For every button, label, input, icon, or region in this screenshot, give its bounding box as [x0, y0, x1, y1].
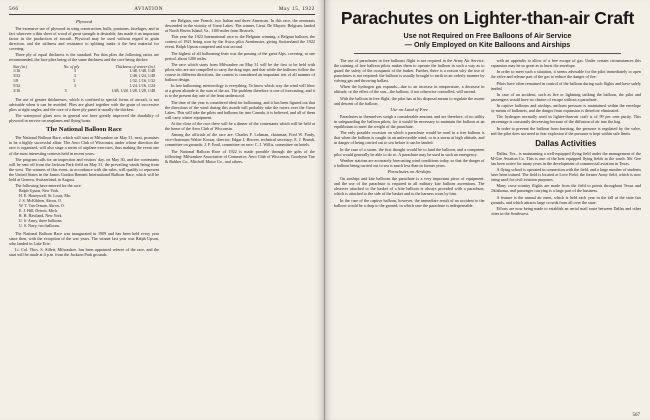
ply-header-thickness: Thickness of veneer (in.) [115, 63, 155, 69]
paragraph: The following have entered for the race: [15, 183, 82, 189]
ply-cell: 1/48, 1/28, 1/28, 1/28, 1/48 [111, 88, 155, 94]
paragraph: The extensive use of plywood in wing construction, hulls, pontoons, fuselages, and in fact wherever a thin sheet of wood of great strength is desirable, has made it an important factor in the production of aircraft. Plywood may be used without regard to grain direction, and the stiffness and resistance to splitting make it the best material for covering. [9, 26, 159, 52]
paragraph: In free ballooning, meteorology is everything. To know which way the wind will blow at a given altitude is the sum of the art. The problem therefore is one of forecasting, and it is to the present day one of the least understood. [165, 83, 315, 99]
running-title: AVIATION [134, 6, 164, 12]
paragraph: Pilots have often remained in control of the balloon during such flights and have safely landed. [490, 80, 641, 91]
paragraph: When the hydrogen gas expands—due to an increase in temperature, a decrease in altitude, or the effect of the sun—the balloon, if not otherwise controlled, will ascend. [334, 84, 485, 95]
paragraph: In order to meet such a situation, it seems advisable for the pilot immediately to open the valve and release part of the gas to reduce the danger of fire. [490, 69, 641, 80]
paragraph: Lt. Col. Thos. S. Sillett, Milwaukee, has been appointed referee of the race, and the start will be made at 4 p.m. from the Jackson Park grounds. [9, 247, 159, 258]
dallas-heading: Dallas Activities [535, 138, 597, 148]
ply-cell: 3/32 [13, 73, 21, 79]
left-column-2 [165, 18, 315, 410]
paragraph: The National Balloon Race was inaugurated in 1909 and has been held every year since then, with the exception of the war years. The winner last year was Ralph Upson, who landed in Lake Erie. [9, 231, 159, 247]
paragraph: Parachutes in themselves weigh a considerable amount, and are therefore, of no utility in safeguarding the balloon pilots, for it would be necessary to maintain the balloon at an equilibrium to meet the weight of the parachute. [334, 113, 485, 130]
paragraph: A flying school is operated in connection with the field, and a large number of students have been trained. The field is located at Love Field, the former Army field, which is now being used for civil aviation purposes. [490, 167, 641, 183]
paragraph: On airships and kite balloons the parachute is a very important piece of equipment, and the use of the parachute is required in all military kite balloon ascensions. The observer attached to the basket of a kite balloon is always provided with a parachute, which is attached to the side of the basket and to the harness worn by him. [334, 176, 485, 197]
issue-date: May 15, 1922 [278, 6, 315, 12]
ply-cell: 3 [73, 68, 76, 74]
paragraph: In captive balloons and airships, uniform pressure is maintained within the envelope by means of ballonets, and the danger from expansion is therefore eliminated. [490, 103, 641, 114]
entrant-list [9, 189, 159, 229]
paragraph: ner Belgian, one French, two Italian and three American. In this race, the aeronauts descended in the vicinity of Great Lakes. The winner, Lieut. De Muyter, Belgium, landed at North Haven Island, Va., 1100 miles from Brussels. [165, 18, 315, 34]
use-on-land-heading: Use on Land of Free [390, 106, 429, 112]
ply-cell: 1/32, 1/16, 1/32 [129, 78, 155, 84]
paragraph: Dallas, Tex., is maintaining a well-equipped flying field under the management of the M-Gee Aviation Co. This is one of the best equipped flying fields in the south. Mr. Gee has been active for many years in the development of commercial aviation in Texas. [490, 150, 641, 166]
ply-cell: 1/48, 1/48, 1/48 [129, 68, 155, 74]
airships-heading: Parachutes on Airships [387, 169, 431, 175]
paragraph: The only possible occasion on which a parachute would be used in a free balloon is that when the balloon is caught in an unfavorable wind, or in a storm at high altitude, and in danger of being carried out to sea before it can be landed. [334, 130, 485, 146]
entrant-item: Ralph Upson, New York. [19, 188, 60, 194]
paragraph: With the balloon in free flight, the pilot has at his disposal means to regulate the ascent and descent of the balloon. [334, 95, 485, 106]
paragraph: A feature is the annual air meet, which is held each year in the fall at the state fair grounds, and which attracts large crowds from all over the state. [490, 194, 641, 205]
paragraph: Efforts are now being made to establish an aerial mail route between Dallas and other cities in the Southwest. [490, 206, 641, 217]
article-subtitle-line-1: Use not Required on Free Balloons of Air Service [403, 31, 572, 40]
paragraph: with an appendix to allow of a free escape of gas. Under certain circumstances this expansion may be so great as to burst the envelope. [490, 58, 641, 69]
paragraph: The program calls for an inspection and visitors' day, on May 30, and the contestants will be sent off from the Jackson Park field on May 31, the prevailing winds being from the west. The winners of this event, in accordance with the rules, will qualify to represent the United States in the James Gordon Bennett International Balloon Race, which will be held at Geneva, Switzerland, in August. [9, 156, 159, 182]
paragraph: The waterproof glues now in general use have greatly improved the durability of plywood in service on seaplanes and flying boats. [9, 113, 159, 124]
right-columns [334, 58, 641, 398]
balloon-race-heading: The National Balloon Race [46, 126, 122, 134]
paragraph: At the close of the race there will be a dinner of the contestants which will be held at the home of the Aero Club of Wisconsin. [165, 121, 315, 132]
ply-cell: 1/48, 1/24, 1/48 [129, 73, 155, 79]
right-column-1 [334, 58, 485, 398]
paragraph: Weather stations are accurately forecasting wind conditions today, so that the danger of a balloon being carried out to sea is much less than in former years. [334, 157, 485, 168]
running-header [9, 6, 315, 15]
paragraph: This year the 1922 International race to the Belgium winning, a Belgian balloon, the contest of 1921 being won by the Swiss pilot Armbruster, giving Switzerland the 1922 event. Ralph Upson competed and was second. [165, 34, 315, 50]
right-page [325, 0, 650, 420]
left-column-1 [9, 18, 159, 410]
title-rule [354, 53, 621, 54]
ply-cell: 5/32 [13, 83, 21, 89]
paragraph: The use of parachutes in free balloons flight is not required in the Army Air Service, the training of free balloon pilots makes them to operate the balloon in such a way as to guard the safety of the occupants of the basket. Further, there is a reason why the use of parachutes is not required: the balloon is usually brought to earth in an orderly manner by valving gas and throwing ballast. [334, 58, 485, 84]
left-columns [9, 18, 315, 410]
paragraph: In the case of the captive balloon, however, the immediate result of an accident to the balloon would be a drop to the ground, in which case the parachute is indispensable. [334, 197, 485, 208]
paragraph: The National Balloon Race, which will start at Milwaukee on May 31, next, promises to be a highly successful affair. The Aero Club of Wisconsin, under whose direction the race is organized, will also stage a series of airplane exercises, thus making the event one of the most interesting contests held in recent years. [9, 135, 159, 156]
page-number: 567 [632, 413, 640, 418]
ply-header-ply: No. of ply [63, 63, 80, 69]
ply-cell: 1/16 [13, 68, 21, 74]
page-number: 566 [9, 6, 19, 12]
ply-cell: 1/8 [13, 78, 19, 84]
right-column-2 [491, 58, 642, 398]
entrant-item: E. J. Hill, Detroit, Mich. [19, 208, 58, 214]
ply-table-row [9, 89, 159, 94]
paragraph: The race which starts from Milwaukee on May 31 will be the first to be held with pilots who are not compelled to carry the drag rope, and that while the balloons follow the course in different directions, the contest is considered an important test of all manner of balloon design. [165, 61, 315, 83]
ply-cell: 5 [64, 88, 67, 94]
paragraph: The hydrogen normally used in lighter-than-air craft is of 99 per cent purity. This percentage is constantly decreasing because of the diffusion of air into the bag. [490, 114, 641, 125]
ply-cell: 1/24, 1/16, 1/24 [129, 83, 155, 89]
paragraph: Many cross-country flights are made from the field to points throughout Texas and Oklahoma, and passenger carrying is a large part of the business. [490, 183, 641, 194]
entrant-item: J. S. McKibben, Akron, O. [19, 198, 62, 204]
entrant-item: U. S. Army, three balloons. [19, 218, 63, 224]
entrant-item: R. H. Haviland, New York. [19, 213, 63, 219]
paragraph: The time of the year is considered ideal for ballooning, and it has been figured out that the directions of the wind during this month will probably take the racers over the Great Lakes. This will take the pilots and balloons far into Canada, it is believed, and all of them will carry winter equipment. [165, 99, 315, 120]
entrant-item: U. S. Navy, two balloons. [19, 223, 61, 229]
entrant-item: W. T. Van Orman, Akron, O. [19, 203, 65, 209]
ply-cell: 3 [73, 73, 76, 79]
paragraph: The highest of all ballooning feats was the passing of the great Alps, covering, at one period, about 1200 miles. [165, 50, 315, 61]
ply-cell: 3/16 [13, 88, 21, 94]
plywood-heading: Plywood [75, 19, 93, 24]
paragraph: Among the officials of the race are: Charles F. Lohman, chairman; Fred W. Fardy, vice-chairman; Walter Kossar, director; Edgar J. Hoover, technical secretary; E. J. Brandt, committee on grounds; J. F. Emil, committee on race; C. J. Willis, committee on hotels. [165, 132, 315, 148]
paragraph: Three ply of equal thickness is the standard. For thin plies the following ratios are recommended, the face plies being of the same thickness and the core being thicker: [9, 52, 159, 63]
ply-cell: 3 [73, 83, 76, 89]
paragraph: In the case of a storm, the first thought would be to land the balloon, and a competent pilot would generally be able to do so. A parachute may be used in such an emergency. [334, 146, 485, 157]
paragraph: In case of an accident, such as fire or lightning striking the balloon, the pilot and passengers would have no chance of escape without a parachute. [490, 91, 641, 102]
ply-cell: 3 [72, 78, 75, 84]
article-title: Parachutes on Lighter-than-air Craft [340, 8, 635, 28]
paragraph: The National Balloon Race of 1922 is made possible through the gifts of the following: Milwaukee Association of Commerce, Aero Club of Wisconsin, Goodyear Tire & Rubber Co., Mitchell Motor Co., and others. [165, 148, 315, 164]
entrant-item: H. E. Honeywell, St. Louis, Mo. [19, 193, 71, 199]
paragraph: In order to prevent the balloon from bursting, the pressure is regulated by the valve, and the pilot does not need to fear explosion if the pressure is kept within safe limits. [490, 125, 641, 136]
paragraph: The use of greater thicknesses, which is confined to special forms of aircraft, is not advisable when it can be avoided. Plies are glued together with the grain of successive plies at right angles, and the core of a three ply panel is usually the thickest. [9, 96, 159, 113]
article-subtitle-line-2: — Only Employed on Kite Balloons and Airships [404, 40, 571, 49]
ply-header-size: Size (in.) [13, 63, 28, 69]
ply-table [9, 65, 159, 94]
